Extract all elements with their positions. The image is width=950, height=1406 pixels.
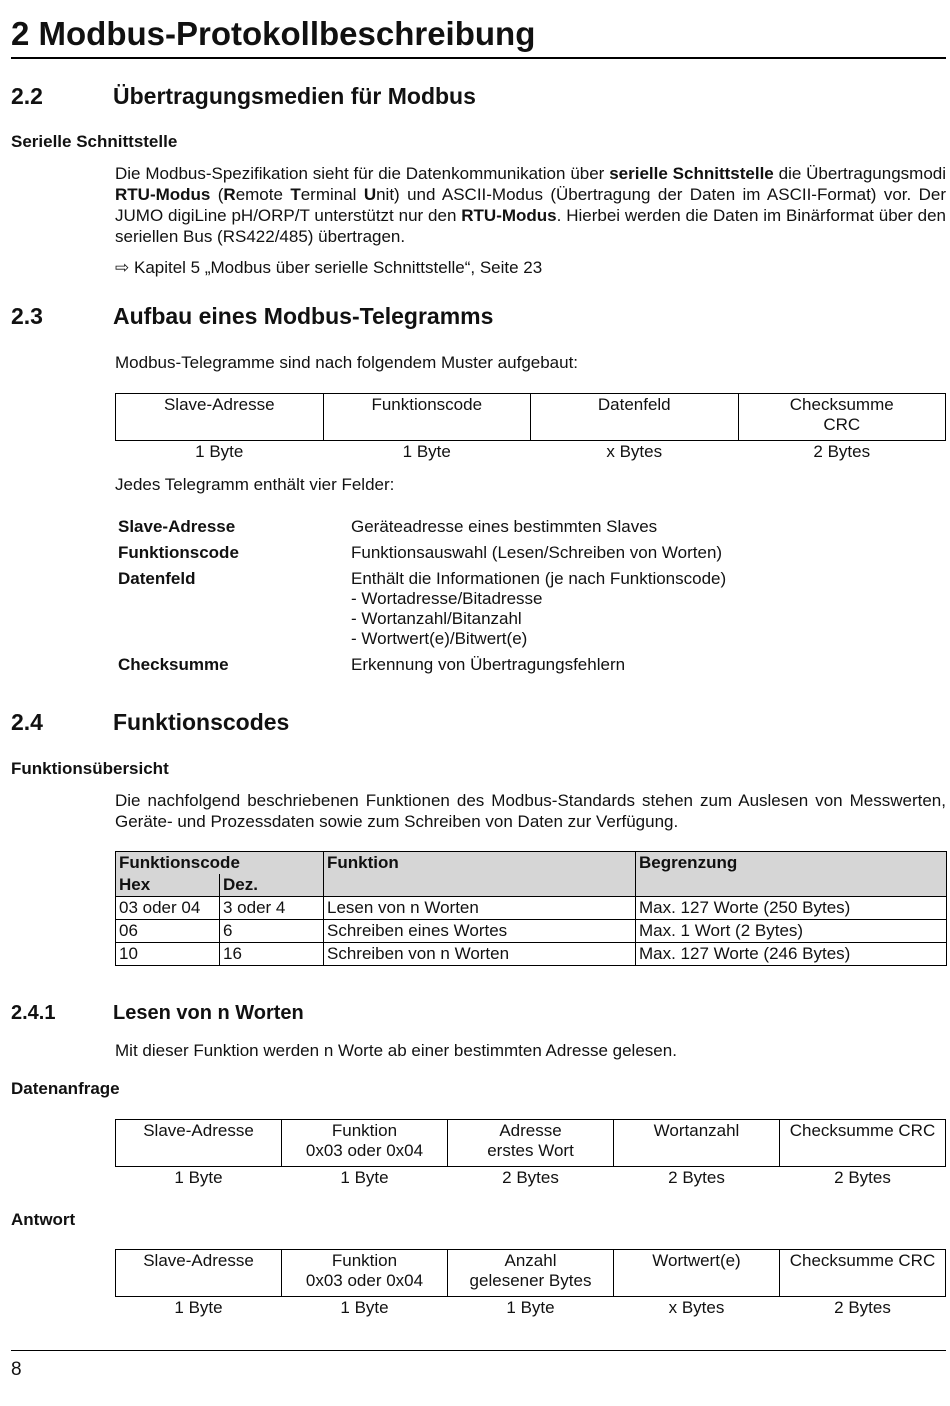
section-title: Lesen von n Worten <box>113 1002 304 1024</box>
frame-size: 2 Bytes <box>834 1298 891 1317</box>
cell-funktion: Lesen von n Worten <box>324 897 636 920</box>
frame-size: 2 Bytes <box>668 1168 725 1187</box>
section-title: Aufbau eines Modbus-Telegramms <box>113 303 494 329</box>
frame-cell: Funktion 0x03 oder 0x04 <box>282 1250 448 1297</box>
frame-cell: Datenfeld <box>531 394 739 441</box>
title-rule <box>11 57 946 59</box>
definition-desc: Enthält die Informationen (je nach Funktionscode) - Wortadresse/Bitadresse - Wortanzahl/Bitanzahl - Wortwert(e)/Bitwert(e) <box>351 569 815 655</box>
telegram-structure-table <box>115 393 946 462</box>
cell-begrenzung: Max. 127 Worte (246 Bytes) <box>636 943 947 966</box>
section-number: 2.4 <box>11 709 43 735</box>
definition-desc: Funktionsauswahl (Lesen/Schreiben von Worten) <box>351 543 723 562</box>
cell-begrenzung: Max. 127 Worte (250 Bytes) <box>636 897 947 920</box>
section-heading-2-2 <box>11 81 476 111</box>
table-row <box>116 897 947 920</box>
frame-cell: Checksumme CRC <box>780 1120 946 1167</box>
section-heading-2-3 <box>11 301 493 331</box>
frame-cell: Wortanzahl <box>614 1120 780 1167</box>
section-number: 2.4.1 <box>11 1002 56 1024</box>
read-intro: Mit dieser Funktion werden n Worte ab einer bestimmten Adresse gelesen. <box>115 1041 677 1060</box>
telegram-intro: Modbus-Telegramme sind nach folgendem Muster aufgebaut: <box>115 353 579 372</box>
response-frame-table <box>115 1249 946 1318</box>
datenfeld-item: - Wortadresse/Bitadresse <box>351 589 543 608</box>
frame-cell: Checksumme CRC <box>738 394 946 441</box>
datenfeld-item: - Wortanzahl/Bitanzahl <box>351 609 522 628</box>
frame-size: 1 Byte <box>340 1168 389 1187</box>
request-frame-table <box>115 1119 946 1188</box>
header-funktionscode: Funktionscode <box>116 852 324 875</box>
section-heading-2-4-1 <box>11 998 304 1028</box>
frame-size: 2 Bytes <box>834 1168 891 1187</box>
function-code-table <box>115 851 947 966</box>
frame-cell: Checksumme CRC <box>780 1250 946 1297</box>
footer-rule <box>11 1350 946 1351</box>
section-title: Übertragungsmedien für Modbus <box>113 83 476 109</box>
frame-size: 1 Byte <box>174 1298 223 1317</box>
cross-reference <box>115 257 946 278</box>
definition-term: Slave-Adresse <box>118 517 236 536</box>
frame-size: x Bytes <box>606 442 663 461</box>
section-title: Funktionscodes <box>113 709 290 735</box>
frame-size: 1 Byte <box>195 442 244 461</box>
definition-term: Funktionscode <box>118 543 239 562</box>
frame-cell: Slave-Adresse <box>116 1250 282 1297</box>
cell-hex: 10 <box>116 943 220 966</box>
frame-size: 1 Byte <box>340 1298 389 1317</box>
subheading-serielle-schnittstelle: Serielle Schnittstelle <box>11 132 178 151</box>
cell-funktion: Schreiben eines Wortes <box>324 920 636 943</box>
header-begrenzung: Begrenzung <box>636 852 947 897</box>
definition-desc: Erkennung von Übertragungsfehlern <box>351 655 626 674</box>
header-funktion: Funktion <box>324 852 636 897</box>
frame-cell: Slave-Adresse <box>116 1120 282 1167</box>
frame-cell: Adresse erstes Wort <box>448 1120 614 1167</box>
frame-size: 2 Bytes <box>813 442 871 461</box>
cell-dez: 3 oder 4 <box>220 897 324 920</box>
header-dez: Dez. <box>220 874 324 897</box>
frame-cell: Funktion 0x03 oder 0x04 <box>282 1120 448 1167</box>
paragraph-uebertragungsmodi: Die Modbus-Spezifikation sieht für die Datenkommunikation über serielle Schnittstelle die Übertragungsmodi RTU-Modus (Remote Terminal Unit) und ASCII-Modus (Übertragung der Daten im ASCII-Format) vor. Der JUMO digiLine pH/ORP/T unterstützt nur den RTU-Modus. Hierbei werden die Daten im Binärformat über den seriellen Bus (RS422/485) übertragen. <box>115 164 947 246</box>
frame-size: 1 Byte <box>506 1298 555 1317</box>
cross-reference-text: Kapitel 5 „Modbus über serielle Schnittstelle“, Seite 23 <box>133 258 543 277</box>
cell-begrenzung: Max. 1 Wort (2 Bytes) <box>636 920 947 943</box>
frame-cell: Wortwert(e) <box>614 1250 780 1297</box>
function-intro: Die nachfolgend beschriebenen Funktionen des Modbus-Standards stehen zum Auslesen von Messwerten, Geräte- und Prozessdaten sowie zum Schreiben von Daten zur Verfügung. <box>115 791 946 831</box>
definition-desc: Geräteadresse eines bestimmten Slaves <box>351 517 658 536</box>
header-hex: Hex <box>116 874 220 897</box>
cell-hex: 06 <box>116 920 220 943</box>
definition-term: Checksumme <box>118 655 229 674</box>
cell-hex: 03 oder 04 <box>116 897 220 920</box>
page-title: 2 Modbus-Protokollbeschreibung <box>11 15 536 52</box>
cell-dez: 16 <box>220 943 324 966</box>
arrow-right-icon: ⇨ <box>115 258 130 277</box>
fields-intro: Jedes Telegramm enthält vier Felder: <box>115 475 395 494</box>
section-number: 2.2 <box>11 83 43 109</box>
frame-size: 1 Byte <box>174 1168 223 1187</box>
subheading-antwort: Antwort <box>11 1210 76 1229</box>
frame-cell: Anzahl gelesener Bytes <box>448 1250 614 1297</box>
frame-size: 2 Bytes <box>502 1168 559 1187</box>
cell-dez: 6 <box>220 920 324 943</box>
cell-funktion: Schreiben von n Worten <box>324 943 636 966</box>
subheading-funktionsuebersicht: Funktionsübersicht <box>11 759 169 778</box>
frame-size: x Bytes <box>668 1298 725 1317</box>
datenfeld-item: - Wortwert(e)/Bitwert(e) <box>351 629 528 648</box>
table-row <box>116 920 947 943</box>
frame-cell: Funktionscode <box>323 394 531 441</box>
definition-term: Datenfeld <box>118 569 196 588</box>
subheading-datenanfrage: Datenanfrage <box>11 1079 120 1098</box>
frame-size: 1 Byte <box>402 442 451 461</box>
page-number: 8 <box>11 1359 22 1380</box>
table-row <box>116 943 947 966</box>
field-definition-list <box>115 517 815 681</box>
section-heading-2-4 <box>11 707 289 737</box>
section-number: 2.3 <box>11 303 43 329</box>
frame-cell: Slave-Adresse <box>116 394 324 441</box>
